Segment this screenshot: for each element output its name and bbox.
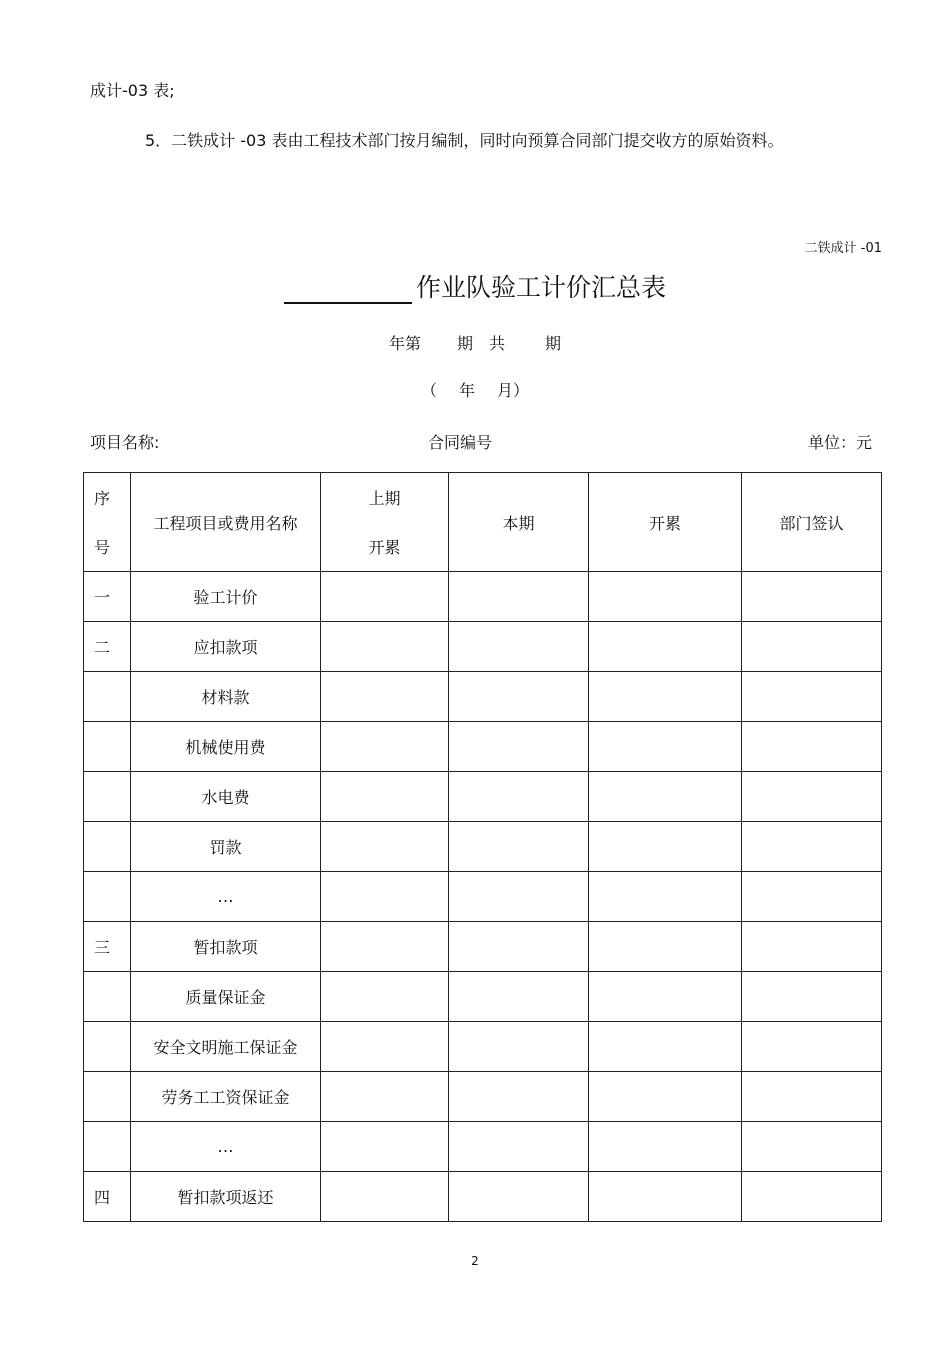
row-dept-sign-cell[interactable] [742,1122,882,1172]
table-row [84,872,882,922]
row-dept-sign-cell[interactable] [742,822,882,872]
row-seq [84,672,131,722]
row-dept-sign-cell[interactable] [742,922,882,972]
row-seq [84,972,131,1022]
row-cumulative-cell[interactable] [589,1072,742,1122]
row-seq: 三 [84,922,131,972]
row-dept-sign-cell[interactable] [742,872,882,922]
row-seq: 二 [84,622,131,672]
table-row [84,1072,882,1122]
row-current-cell[interactable] [449,972,589,1022]
header-seq-bottom: 号 [94,538,111,557]
row-item-name: 劳务工工资保证金 [131,1072,321,1122]
row-cumulative-cell[interactable] [589,872,742,922]
table-row [84,1122,882,1172]
row-cumulative-cell[interactable] [589,1022,742,1072]
row-cumulative-cell[interactable] [589,972,742,1022]
row-seq [84,872,131,922]
row-cumulative-cell[interactable] [589,922,742,972]
row-seq [84,1072,131,1122]
row-dept-sign-cell[interactable] [742,622,882,672]
row-cumulative-cell[interactable] [589,1122,742,1172]
table-row [84,822,882,872]
row-dept-sign-cell[interactable] [742,772,882,822]
month-month: 月） [497,381,530,400]
row-seq [84,822,131,872]
row-previous-cell[interactable] [321,922,449,972]
header-previous-bottom: 开累 [368,538,401,557]
row-current-cell[interactable] [449,1022,589,1072]
period-total: 共 [489,334,506,353]
row-current-cell[interactable] [449,1072,589,1122]
table-row [84,572,882,622]
row-current-cell[interactable] [449,822,589,872]
month-year: 年 [458,381,475,400]
unit-label: 单位：元 [807,433,872,452]
row-item-name: 验工计价 [131,572,321,622]
period-year-prefix: 年第 [388,334,421,353]
header-previous-top: 上期 [368,489,401,508]
table-row [84,672,882,722]
row-previous-cell[interactable] [321,622,449,672]
row-cumulative-cell[interactable] [589,822,742,872]
row-current-cell[interactable] [449,672,589,722]
table-row [84,1172,882,1222]
row-item-name: 机械使用费 [131,722,321,772]
table-row [84,922,882,972]
row-current-cell[interactable] [449,622,589,672]
row-previous-cell[interactable] [321,722,449,772]
intro-line-1: 成计-03 表; [90,81,175,100]
row-item-name: 暂扣款项 [131,922,321,972]
team-name-blank [284,274,412,304]
row-cumulative-cell[interactable] [589,1172,742,1222]
row-current-cell[interactable] [449,1122,589,1172]
row-seq [84,1122,131,1172]
row-previous-cell[interactable] [321,1122,449,1172]
row-seq [84,1022,131,1072]
header-seq-top: 序 [94,489,111,508]
row-dept-sign-cell[interactable] [742,972,882,1022]
table-row [84,772,882,822]
period-label-1: 期 [456,334,473,353]
row-current-cell[interactable] [449,922,589,972]
form-title [0,268,950,304]
row-dept-sign-cell[interactable] [742,672,882,722]
row-current-cell[interactable] [449,722,589,772]
header-cumulative: 开累 [589,473,742,572]
row-cumulative-cell[interactable] [589,622,742,672]
row-cumulative-cell[interactable] [589,572,742,622]
row-item-name: 暂扣款项返还 [131,1172,321,1222]
period-label-2: 期 [545,334,562,353]
row-previous-cell[interactable] [321,1022,449,1072]
row-seq: 一 [84,572,131,622]
row-item-name: 安全文明施工保证金 [131,1022,321,1072]
row-previous-cell[interactable] [321,772,449,822]
row-previous-cell[interactable] [321,672,449,722]
row-previous-cell[interactable] [321,872,449,922]
form-title-text: 作业队验工计价汇总表 [415,273,666,302]
row-current-cell[interactable] [449,772,589,822]
row-current-cell[interactable] [449,1172,589,1222]
row-item-name: 材料款 [131,672,321,722]
header-seq [84,473,131,572]
month-line [0,378,950,401]
page-number: 2 [471,1254,479,1268]
project-name-label: 项目名称: [90,433,160,452]
row-cumulative-cell[interactable] [589,772,742,822]
row-previous-cell[interactable] [321,1072,449,1122]
row-dept-sign-cell[interactable] [742,1172,882,1222]
row-item-name: … [131,1122,321,1172]
contract-number-label: 合同编号 [428,433,493,452]
row-item-name: 罚款 [131,822,321,872]
row-dept-sign-cell[interactable] [742,722,882,772]
period-line [0,331,950,354]
table-row [84,722,882,772]
row-seq [84,772,131,822]
table-row [84,972,882,1022]
row-item-name: 水电费 [131,772,321,822]
header-previous [321,473,449,572]
row-seq [84,722,131,772]
row-previous-cell[interactable] [321,572,449,622]
row-item-name: … [131,872,321,922]
row-previous-cell[interactable] [321,1172,449,1222]
summary-table [83,472,882,1222]
row-current-cell[interactable] [449,872,589,922]
row-previous-cell[interactable] [321,972,449,1022]
row-dept-sign-cell[interactable] [742,1072,882,1122]
form-code: 二铁成计 -01 [804,241,882,256]
header-current: 本期 [449,473,589,572]
table-row [84,622,882,672]
header-item-name: 工程项目或费用名称 [131,473,321,572]
row-item-name: 应扣款项 [131,622,321,672]
row-seq: 四 [84,1172,131,1222]
row-current-cell[interactable] [449,572,589,622]
row-cumulative-cell[interactable] [589,672,742,722]
table-row [84,1022,882,1072]
header-dept-sign: 部门签认 [742,473,882,572]
table-header-row [84,473,882,572]
month-open-paren: （ [420,381,437,400]
intro-line-2: 5．二铁成计 -03 表由工程技术部门按月编制，同时向预算合同部门提交收方的原始资料。 [145,131,784,150]
row-cumulative-cell[interactable] [589,722,742,772]
row-item-name: 质量保证金 [131,972,321,1022]
row-previous-cell[interactable] [321,822,449,872]
row-dept-sign-cell[interactable] [742,572,882,622]
row-dept-sign-cell[interactable] [742,1022,882,1072]
table-body [84,572,882,1222]
